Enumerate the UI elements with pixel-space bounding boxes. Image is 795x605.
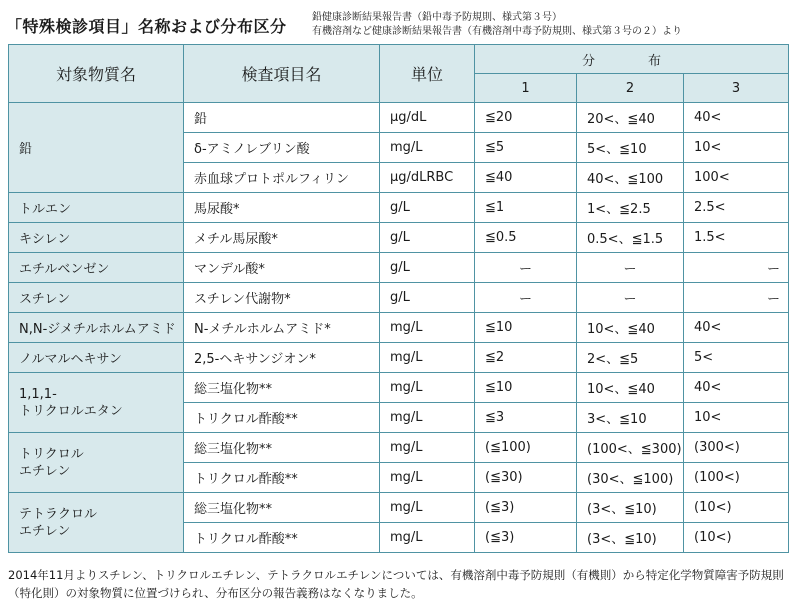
table-row — [9, 283, 789, 313]
unit-cell: mg/L — [380, 343, 475, 373]
dist2-cell: ー — [577, 253, 684, 283]
item-cell: 赤血球プロトポルフィリン — [184, 163, 380, 193]
table-row — [9, 103, 789, 133]
item-cell: トリクロル酢酸** — [184, 523, 380, 553]
dist1-cell: (≦100) — [475, 433, 577, 463]
unit-cell: g/L — [380, 223, 475, 253]
dist1-cell: ≦40 — [475, 163, 577, 193]
dist3-cell: 40< — [684, 103, 789, 133]
item-cell: 総三塩化物** — [184, 373, 380, 403]
unit-cell: μg/dLRBC — [380, 163, 475, 193]
dist2-cell: (100<、≦300) — [577, 433, 684, 463]
item-cell: N-メチルホルムアミド* — [184, 313, 380, 343]
dist3-cell: 40< — [684, 313, 789, 343]
table-row — [9, 223, 789, 253]
unit-cell: μg/dL — [380, 103, 475, 133]
dist3-cell: 5< — [684, 343, 789, 373]
item-cell: 総三塩化物** — [184, 493, 380, 523]
dist3-cell: 2.5< — [684, 193, 789, 223]
header-dist-2: 2 — [577, 74, 684, 103]
dist3-cell: 40< — [684, 373, 789, 403]
dist1-cell: ≦3 — [475, 403, 577, 433]
table-row — [9, 313, 789, 343]
dist2-cell: (30<、≦100) — [577, 463, 684, 493]
dist2-cell: (3<、≦10) — [577, 493, 684, 523]
substance-cell: N,N-ジメチルホルムアミド — [9, 313, 184, 343]
unit-cell: mg/L — [380, 433, 475, 463]
dist3-cell: ー — [684, 283, 789, 313]
page-title: 「特殊検診項目」名称および分布区分 — [6, 17, 287, 36]
substance-cell: ノルマルヘキサン — [9, 343, 184, 373]
substance-line: トリクロルエタン — [19, 403, 123, 419]
dist1-cell: ≦10 — [475, 373, 577, 403]
item-cell: トリクロル酢酸** — [184, 403, 380, 433]
dist1-cell: ≦1 — [475, 193, 577, 223]
substance-cell: スチレン — [9, 283, 184, 313]
dist3-cell: (10<) — [684, 493, 789, 523]
unit-cell: mg/L — [380, 403, 475, 433]
substance-line: 1,1,1- — [19, 386, 57, 402]
header-dist-3: 3 — [684, 74, 789, 103]
unit-cell: mg/L — [380, 493, 475, 523]
substance-cell — [9, 433, 184, 493]
header-dist-1: 1 — [475, 74, 577, 103]
item-cell: トリクロル酢酸** — [184, 463, 380, 493]
dist1-cell: ≦2 — [475, 343, 577, 373]
dist2-cell: 3<、≦10 — [577, 403, 684, 433]
table-row — [9, 493, 789, 523]
dist3-cell: 100< — [684, 163, 789, 193]
dist2-cell: 20<、≦40 — [577, 103, 684, 133]
dist1-cell: ≦20 — [475, 103, 577, 133]
substance-cell: 鉛 — [9, 103, 184, 193]
header-unit: 単位 — [380, 45, 475, 103]
dist1-cell: (≦3) — [475, 493, 577, 523]
item-cell: 馬尿酸* — [184, 193, 380, 223]
dist2-cell: 2<、≦5 — [577, 343, 684, 373]
substance-line: テトラクロル — [19, 506, 98, 522]
unit-cell: mg/L — [380, 373, 475, 403]
dist1-cell: (≦3) — [475, 523, 577, 553]
table-row — [9, 433, 789, 463]
dist2-cell: 10<、≦40 — [577, 313, 684, 343]
header-distribution: 分 布 — [475, 45, 789, 74]
dist1-cell: ≦0.5 — [475, 223, 577, 253]
unit-cell: g/L — [380, 283, 475, 313]
exam-items-table — [8, 44, 789, 553]
source-note-lead: 鉛健康診断結果報告書（鉛中毒予防規則、様式第３号） — [312, 12, 562, 23]
table-row — [9, 253, 789, 283]
dist3-cell: ー — [684, 253, 789, 283]
substance-cell — [9, 373, 184, 433]
substance-cell: トルエン — [9, 193, 184, 223]
item-cell: メチル馬尿酸* — [184, 223, 380, 253]
dist2-cell: 1<、≦2.5 — [577, 193, 684, 223]
dist1-cell: ー — [475, 253, 577, 283]
item-cell: マンデル酸* — [184, 253, 380, 283]
dist3-cell: (300<) — [684, 433, 789, 463]
item-cell: δ-アミノレブリン酸 — [184, 133, 380, 163]
footnote: 2014年11月よりスチレン、トリクロルエチレン、テトラクロルエチレンについては、有機溶剤中毒予防規則（有機則）から特定化学物質障害予防規則（特化則）の対象物質に位置づけられ、分布区分の報告義務はなくなりました。 — [8, 568, 784, 600]
dist3-cell: 10< — [684, 403, 789, 433]
dist1-cell: ≦5 — [475, 133, 577, 163]
dist3-cell: 10< — [684, 133, 789, 163]
substance-cell: エチルベンゼン — [9, 253, 184, 283]
dist2-cell: 0.5<、≦1.5 — [577, 223, 684, 253]
header-substance: 対象物質名 — [9, 45, 184, 103]
dist2-cell: 40<、≦100 — [577, 163, 684, 193]
substance-line: トリクロル — [19, 446, 84, 462]
dist2-cell: (3<、≦10) — [577, 523, 684, 553]
item-cell: 総三塩化物** — [184, 433, 380, 463]
item-cell: スチレン代謝物* — [184, 283, 380, 313]
source-note-organic: 有機溶剤など健康診断結果報告書（有機溶剤中毒予防規則、様式第３号の２）より — [312, 26, 682, 37]
dist1-cell: ー — [475, 283, 577, 313]
item-cell: 鉛 — [184, 103, 380, 133]
dist2-cell: 5<、≦10 — [577, 133, 684, 163]
dist3-cell: (10<) — [684, 523, 789, 553]
item-cell: 2,5-ヘキサンジオン* — [184, 343, 380, 373]
table-row — [9, 343, 789, 373]
dist1-cell: ≦10 — [475, 313, 577, 343]
unit-cell: mg/L — [380, 133, 475, 163]
table-row — [9, 373, 789, 403]
header-item: 検査項目名 — [184, 45, 380, 103]
dist2-cell: 10<、≦40 — [577, 373, 684, 403]
unit-cell: mg/L — [380, 523, 475, 553]
source-notes — [312, 11, 682, 39]
dist2-cell: ー — [577, 283, 684, 313]
substance-cell: キシレン — [9, 223, 184, 253]
table-row — [9, 193, 789, 223]
unit-cell: g/L — [380, 253, 475, 283]
unit-cell: g/L — [380, 193, 475, 223]
dist1-cell: (≦30) — [475, 463, 577, 493]
unit-cell: mg/L — [380, 463, 475, 493]
substance-cell — [9, 493, 184, 553]
substance-line: エチレン — [19, 523, 71, 539]
dist3-cell: 1.5< — [684, 223, 789, 253]
unit-cell: mg/L — [380, 313, 475, 343]
header-row — [9, 45, 789, 74]
substance-line: エチレン — [19, 463, 71, 479]
dist3-cell: (100<) — [684, 463, 789, 493]
